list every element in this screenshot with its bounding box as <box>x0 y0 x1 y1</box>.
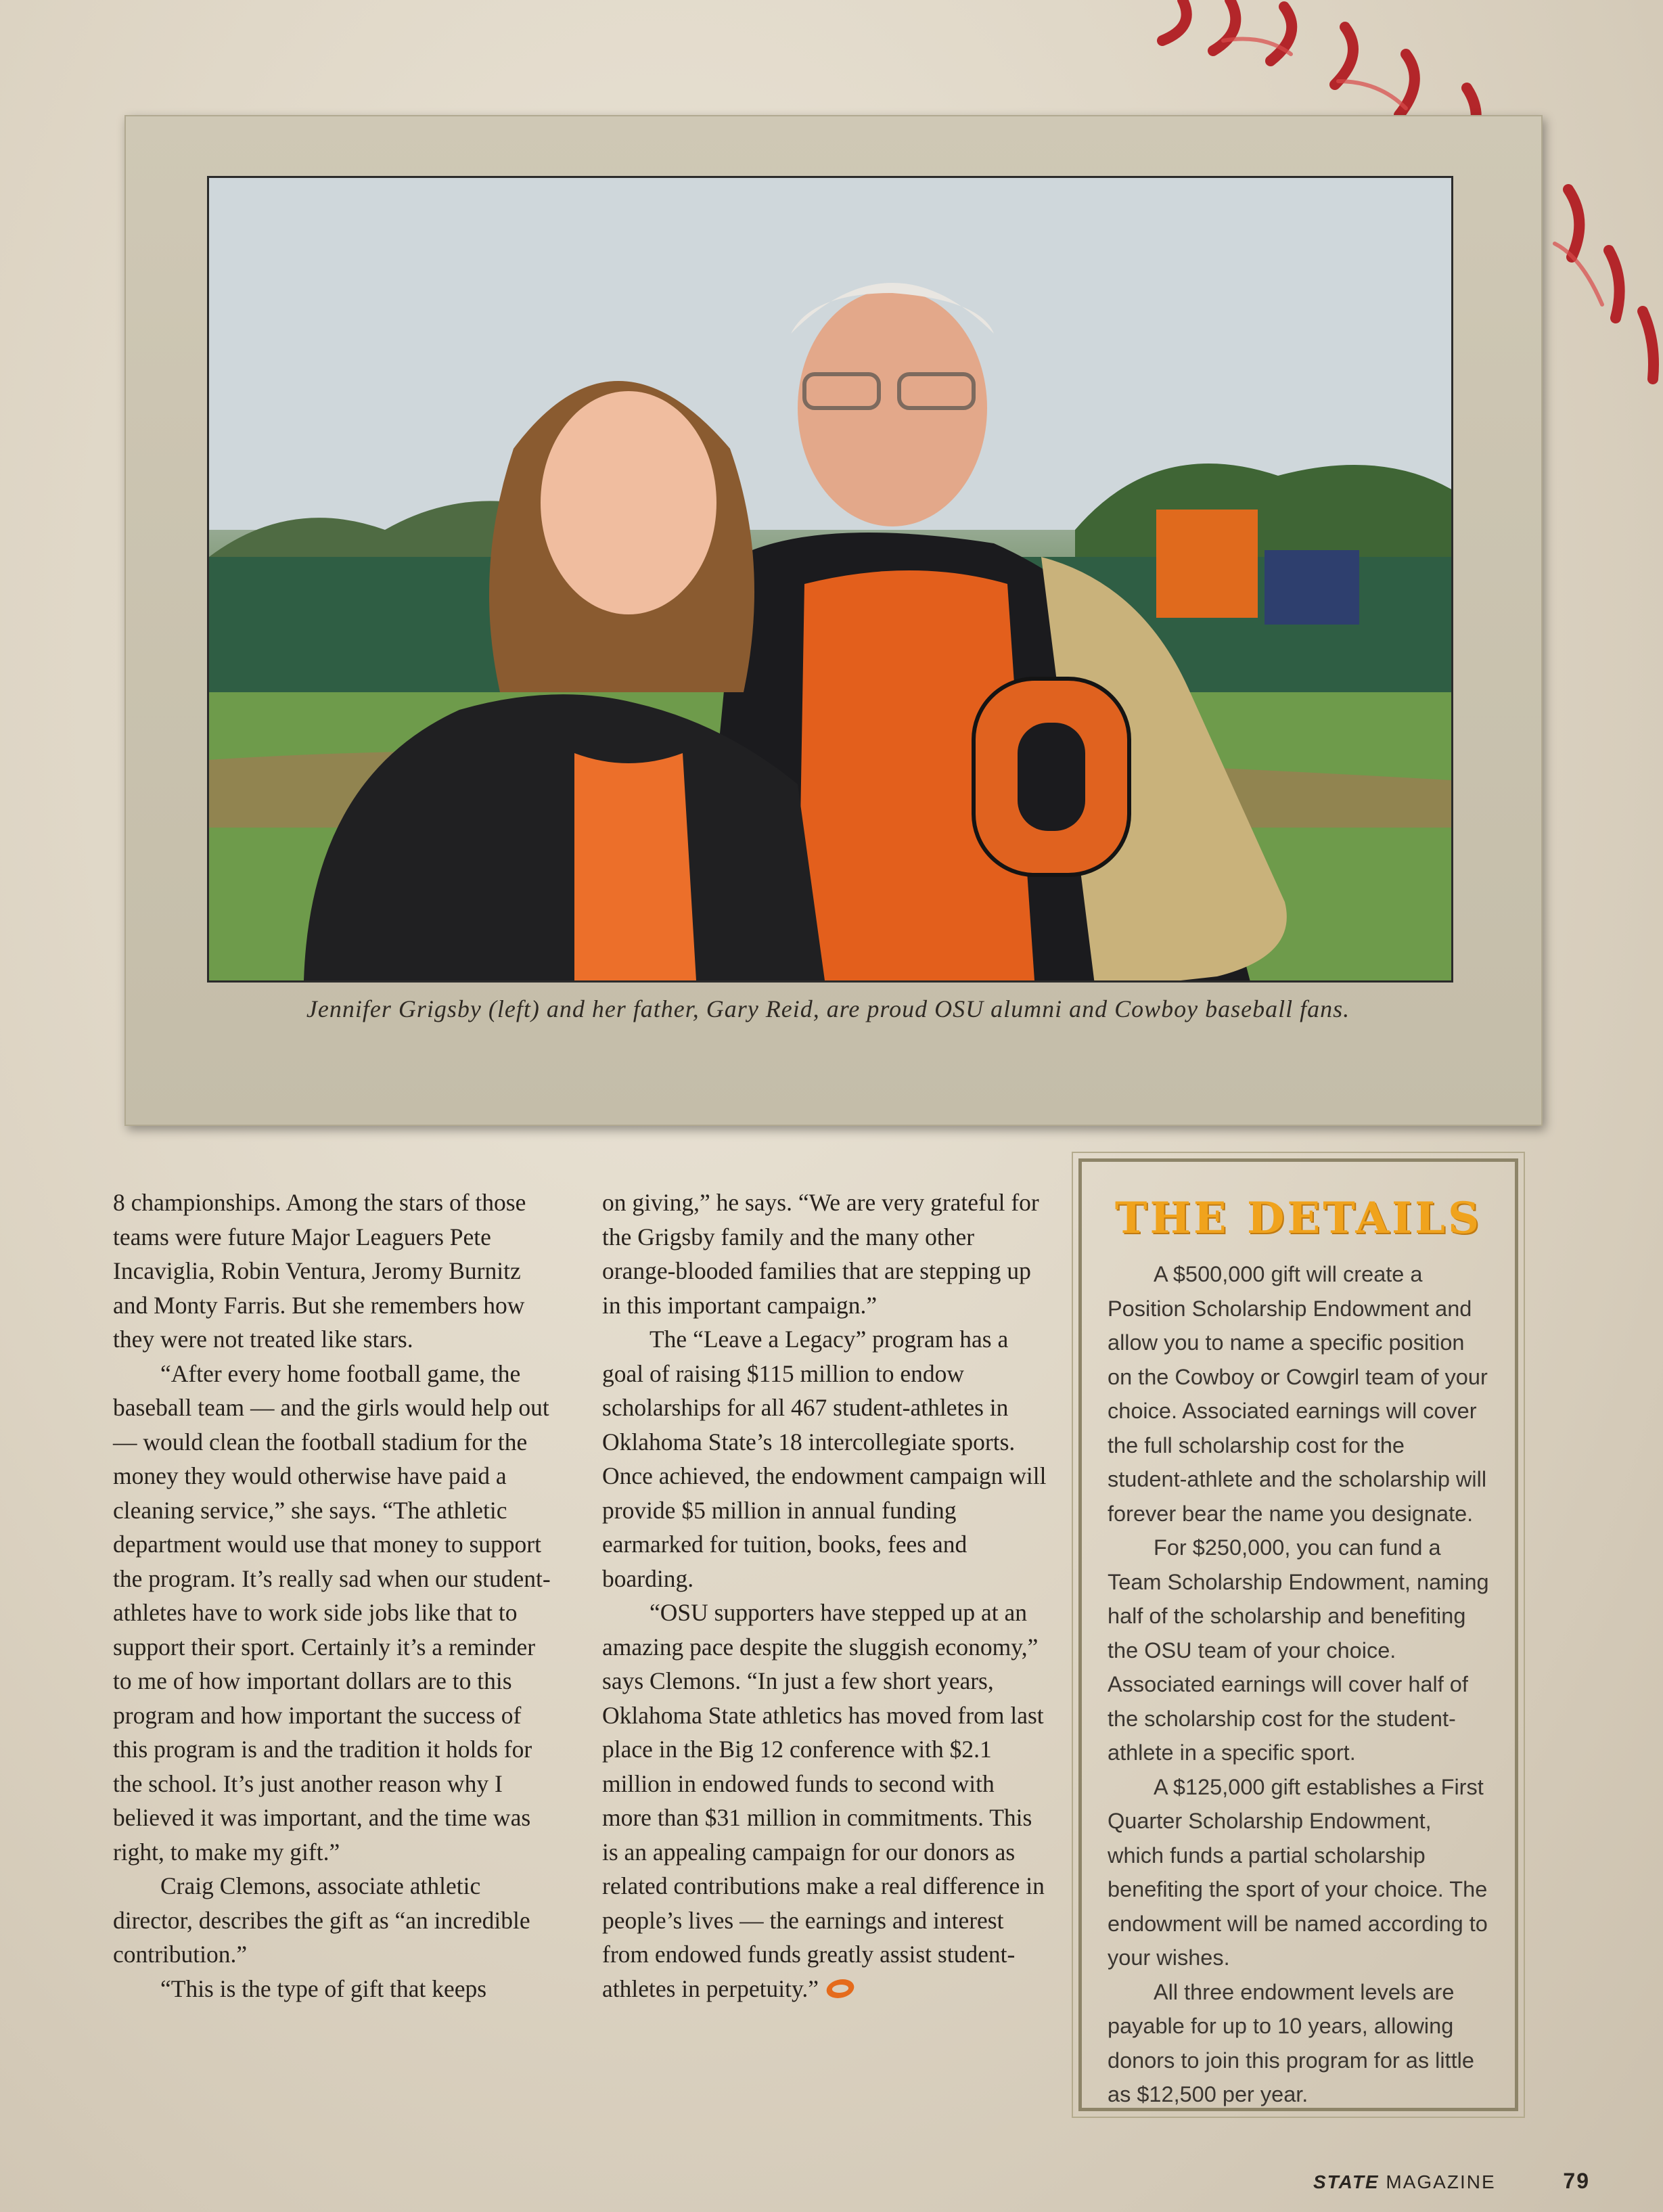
paragraph: Craig Clemons, associate athletic director, describes the gift as “an incredible contribution.” <box>113 1872 530 1968</box>
article-column-1 <box>113 1186 560 2006</box>
paragraph: on giving,” he says. “We are very grateful for the Grigsby family and the many other orange-blooded families that are stepping up in this important campaign.” <box>602 1189 1039 1319</box>
page-number: 79 <box>1563 2169 1590 2193</box>
details-sidebar <box>1078 1158 1518 2111</box>
paragraph: The “Leave a Legacy” program has a goal of raising $115 million to endow scholarships for all 467 student-athletes in Oklahoma State’s 18 intercollegiate sports. Once achieved, the endowment campaign will provide $5 million in annual funding earmarked for tuition, books, fees and boarding. <box>602 1326 1047 1592</box>
osu-end-mark-icon <box>824 1979 857 1998</box>
details-paragraph: For $250,000, you can fund a Team Scholarship Endowment, naming half of the scholarship and benefiting the OSU team of your choice. Associated earnings will cover half of the scholarship cost for the student-athlete in a specific sport. <box>1108 1535 1489 1765</box>
magazine-brand: STATE <box>1313 2171 1380 2192</box>
photo-caption: Jennifer Grigsby (left) and her father, Gary Reid, are proud OSU alumni and Cowboy baseball fans. <box>306 995 1350 1022</box>
paragraph-last <box>602 1596 1049 2006</box>
paragraph: “This is the type of gift that keeps <box>160 1974 487 2002</box>
photo-frame <box>124 115 1543 1126</box>
page-folio <box>1313 2169 1590 2194</box>
details-title: THE DETAILS <box>1114 1193 1482 1244</box>
article-column-2 <box>602 1186 1049 2006</box>
details-paragraph: All three endowment levels are payable for up to 10 years, allowing donors to join this program for as little as $12,500 per year. <box>1108 1979 1474 2106</box>
photo-jennifer-and-gary <box>207 176 1453 983</box>
paragraph-text: “OSU supporters have stepped up at an amazing pace despite the sluggish economy,” says Clemons. “In just a few short years, Oklahoma State athletics has moved from last place in the Big 12 conference with $2.1 million in endowed funds to second with more than $31 million in commitments. This is an appealing campaign for our donors as related contributions make a real difference in people’s lives — the earnings and interest from endowed funds greatly assist student-athletes in perpetuity.” <box>602 1599 1045 2002</box>
details-paragraph: A $125,000 gift establishes a First Quarter Scholarship Endowment, which funds a partial scholarship benefiting the sport of your choice. The endowment will be named according to your wishes. <box>1108 1774 1488 1970</box>
magazine-section: MAGAZINE <box>1386 2171 1496 2192</box>
paragraph: 8 championships. Among the stars of those teams were future Major Leaguers Pete Incaviglia, Robin Ventura, Jeromy Burnitz and Monty Farris. But she remembers how they were not treated like stars. <box>113 1189 526 1353</box>
paragraph: “After every home football game, the baseball team — and the girls would help out — would clean the football stadium for the money they would otherwise have paid a cleaning service,” she says. “The athletic department would use that money to support the program. It’s really sad when our student-athletes have to work side jobs like that to support their sport. Certainly it’s a reminder to me of how important dollars are to this program and how important the success of this program is and the tradition it holds for the school. It’s just another reason why I believed it was important, and the time was right, to make my gift.” <box>113 1359 551 1866</box>
details-paragraph: A $500,000 gift will create a Position Scholarship Endowment and allow you to name a specific position on the Cowboy or Cowgirl team of your choice. Associated earnings will cover the full scholarship cost for the student-athlete and the scholarship will forever bear the name you designate. <box>1108 1262 1488 1526</box>
